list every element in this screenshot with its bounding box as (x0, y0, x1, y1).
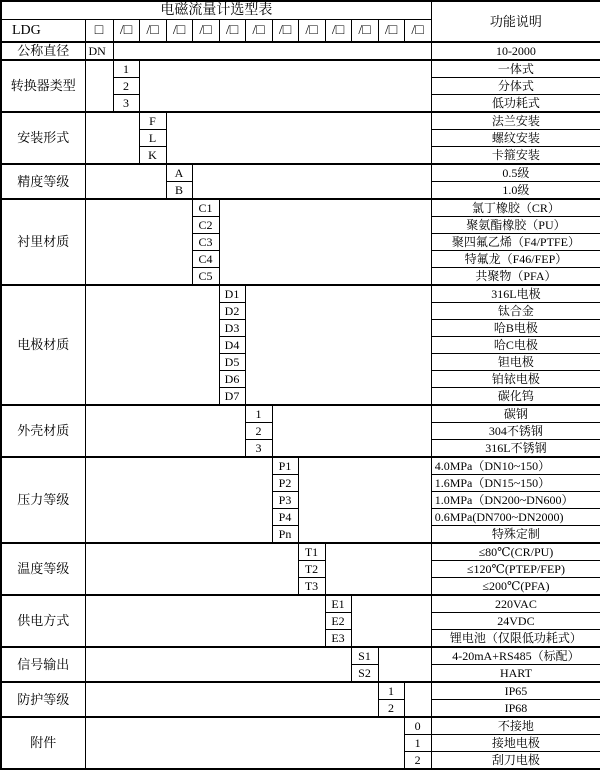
code-cell: D7 (219, 388, 245, 406)
desc-cell: 碳钢 (431, 405, 600, 423)
category-label-electrode-material: 电极材质 (1, 285, 85, 405)
empty-cell (85, 543, 298, 595)
empty-cell (85, 285, 219, 405)
model-code-slot-8: /□ (298, 20, 325, 43)
code-cell: L (139, 130, 166, 147)
desc-cell: 4.0MPa（DN10~150） (431, 457, 600, 475)
desc-cell: 304不锈钢 (431, 423, 600, 440)
code-cell: D2 (219, 303, 245, 320)
code-cell: 1 (378, 682, 404, 700)
code-cell: F (139, 112, 166, 130)
desc-cell: 哈C电极 (431, 337, 600, 354)
desc-cell: 低功耗式 (431, 95, 600, 113)
model-code-slot-6: /□ (245, 20, 272, 43)
desc-cell: 24VDC (431, 613, 600, 630)
empty-cell (85, 717, 404, 769)
empty-cell (272, 405, 431, 457)
model-code-slot-10: /□ (351, 20, 378, 43)
code-cell: P3 (272, 492, 298, 509)
empty-cell (113, 42, 431, 60)
empty-cell (85, 457, 272, 543)
model-code-slot-7: /□ (272, 20, 298, 43)
code-cell: P4 (272, 509, 298, 526)
code-cell: C4 (192, 251, 219, 268)
desc-cell: 一体式 (431, 60, 600, 78)
desc-cell: IP68 (431, 700, 600, 718)
empty-cell (85, 164, 166, 199)
category-label-protection-rating: 防护等级 (1, 682, 85, 717)
desc-cell: 0.6MPa(DN700~DN2000) (431, 509, 600, 526)
desc-cell: 碳化钨 (431, 388, 600, 406)
desc-cell: 4-20mA+RS485（标配） (431, 647, 600, 665)
code-cell: 1 (404, 735, 431, 752)
desc-cell: 共聚物（PFA） (431, 268, 600, 286)
model-code-slot-11: /□ (378, 20, 404, 43)
empty-cell (85, 112, 139, 164)
model-prefix: LDG (1, 20, 85, 43)
empty-cell (192, 164, 431, 199)
desc-cell: 螺纹安装 (431, 130, 600, 147)
model-code-slot-9: /□ (325, 20, 351, 43)
category-label-converter-type: 转换器类型 (1, 60, 85, 112)
model-code-slot-12: /□ (404, 20, 431, 43)
code-cell: D1 (219, 285, 245, 303)
code-cell: E1 (325, 595, 351, 613)
desc-cell: 特氟龙（F46/FEP） (431, 251, 600, 268)
code-cell: C2 (192, 217, 219, 234)
empty-cell (245, 285, 431, 405)
code-cell: D3 (219, 320, 245, 337)
code-cell: 2 (113, 78, 139, 95)
code-cell: 3 (245, 440, 272, 458)
desc-cell: 特殊定制 (431, 526, 600, 544)
empty-cell (298, 457, 431, 543)
desc-cell: 0.5级 (431, 164, 600, 182)
empty-cell (85, 199, 192, 285)
desc-cell: 钽电极 (431, 354, 600, 371)
empty-cell (85, 405, 245, 457)
model-code-slot-1: /□ (113, 20, 139, 43)
code-cell: T1 (298, 543, 325, 561)
desc-cell: 1.0级 (431, 182, 600, 200)
code-cell: D6 (219, 371, 245, 388)
model-code-slot-4: /□ (192, 20, 219, 43)
desc-cell: ≤80℃(CR/PU) (431, 543, 600, 561)
code-cell: E3 (325, 630, 351, 648)
code-cell: C3 (192, 234, 219, 251)
model-code-slot-2: /□ (139, 20, 166, 43)
desc-cell: IP65 (431, 682, 600, 700)
category-label-signal-output: 信号输出 (1, 647, 85, 682)
desc-cell: 法兰安装 (431, 112, 600, 130)
empty-cell (219, 199, 431, 285)
empty-cell (85, 595, 325, 647)
model-code-slot-3: /□ (166, 20, 192, 43)
desc-cell: 接地电极 (431, 735, 600, 752)
code-cell: D4 (219, 337, 245, 354)
code-cell: 2 (378, 700, 404, 718)
code-cell: K (139, 147, 166, 165)
code-cell: 2 (245, 423, 272, 440)
desc-cell: 聚氨酯橡胶（PU） (431, 217, 600, 234)
category-label-installation: 安装形式 (1, 112, 85, 164)
code-cell: B (166, 182, 192, 200)
model-code-slot-5: /□ (219, 20, 245, 43)
desc-cell: 卡箍安装 (431, 147, 600, 165)
category-label-power-supply: 供电方式 (1, 595, 85, 647)
code-cell: 1 (113, 60, 139, 78)
code-cell: 3 (113, 95, 139, 113)
function-description-header: 功能说明 (431, 1, 600, 42)
empty-cell (378, 647, 431, 682)
table-title: 电磁流量计选型表 (1, 1, 431, 20)
desc-cell: 铂铱电极 (431, 371, 600, 388)
desc-cell: ≤200℃(PFA) (431, 578, 600, 596)
code-cell: P2 (272, 475, 298, 492)
empty-cell (139, 60, 431, 112)
code-cell: P1 (272, 457, 298, 475)
empty-cell (85, 647, 351, 682)
code-cell: 2 (404, 752, 431, 770)
category-label-accuracy: 精度等级 (1, 164, 85, 199)
empty-cell (85, 60, 113, 112)
code-cell: E2 (325, 613, 351, 630)
desc-cell: 316L电极 (431, 285, 600, 303)
empty-cell (166, 112, 431, 164)
desc-cell: 220VAC (431, 595, 600, 613)
code-cell: S1 (351, 647, 378, 665)
code-cell: S2 (351, 665, 378, 683)
code-cell: C1 (192, 199, 219, 217)
category-label-housing-material: 外壳材质 (1, 405, 85, 457)
desc-cell: 聚四氟乙烯（F4/PTFE） (431, 234, 600, 251)
model-code-box: □ (85, 20, 113, 43)
code-cell: 1 (245, 405, 272, 423)
desc-cell: 分体式 (431, 78, 600, 95)
desc-cell: HART (431, 665, 600, 683)
desc-cell: 锂电池（仅限低功耗式） (431, 630, 600, 648)
desc-cell: 不接地 (431, 717, 600, 735)
empty-cell (85, 682, 378, 717)
code-cell: T2 (298, 561, 325, 578)
desc-cell: 1.0MPa（DN200~DN600） (431, 492, 600, 509)
category-label-accessories: 附件 (1, 717, 85, 769)
code-cell: A (166, 164, 192, 182)
category-label-temperature-rating: 温度等级 (1, 543, 85, 595)
empty-cell (351, 595, 431, 647)
category-label-nominal-diameter: 公称直径 (1, 42, 85, 60)
code-cell: D5 (219, 354, 245, 371)
desc-cell: 氯丁橡胶（CR） (431, 199, 600, 217)
desc-cell: 哈B电极 (431, 320, 600, 337)
code-cell: DN (85, 42, 113, 60)
code-cell: T3 (298, 578, 325, 596)
code-cell: Pn (272, 526, 298, 544)
desc-cell: 1.6MPa（DN15~150） (431, 475, 600, 492)
desc-cell: ≤120℃(PTEP/FEP) (431, 561, 600, 578)
desc-cell: 316L不锈钢 (431, 440, 600, 458)
category-label-pressure-rating: 压力等级 (1, 457, 85, 543)
desc-cell: 钛合金 (431, 303, 600, 320)
category-label-lining-material: 衬里材质 (1, 199, 85, 285)
desc-cell: 刮刀电极 (431, 752, 600, 770)
code-cell: 0 (404, 717, 431, 735)
code-cell: C5 (192, 268, 219, 286)
empty-cell (325, 543, 431, 595)
desc-cell: 10-2000 (431, 42, 600, 60)
empty-cell (404, 682, 431, 717)
